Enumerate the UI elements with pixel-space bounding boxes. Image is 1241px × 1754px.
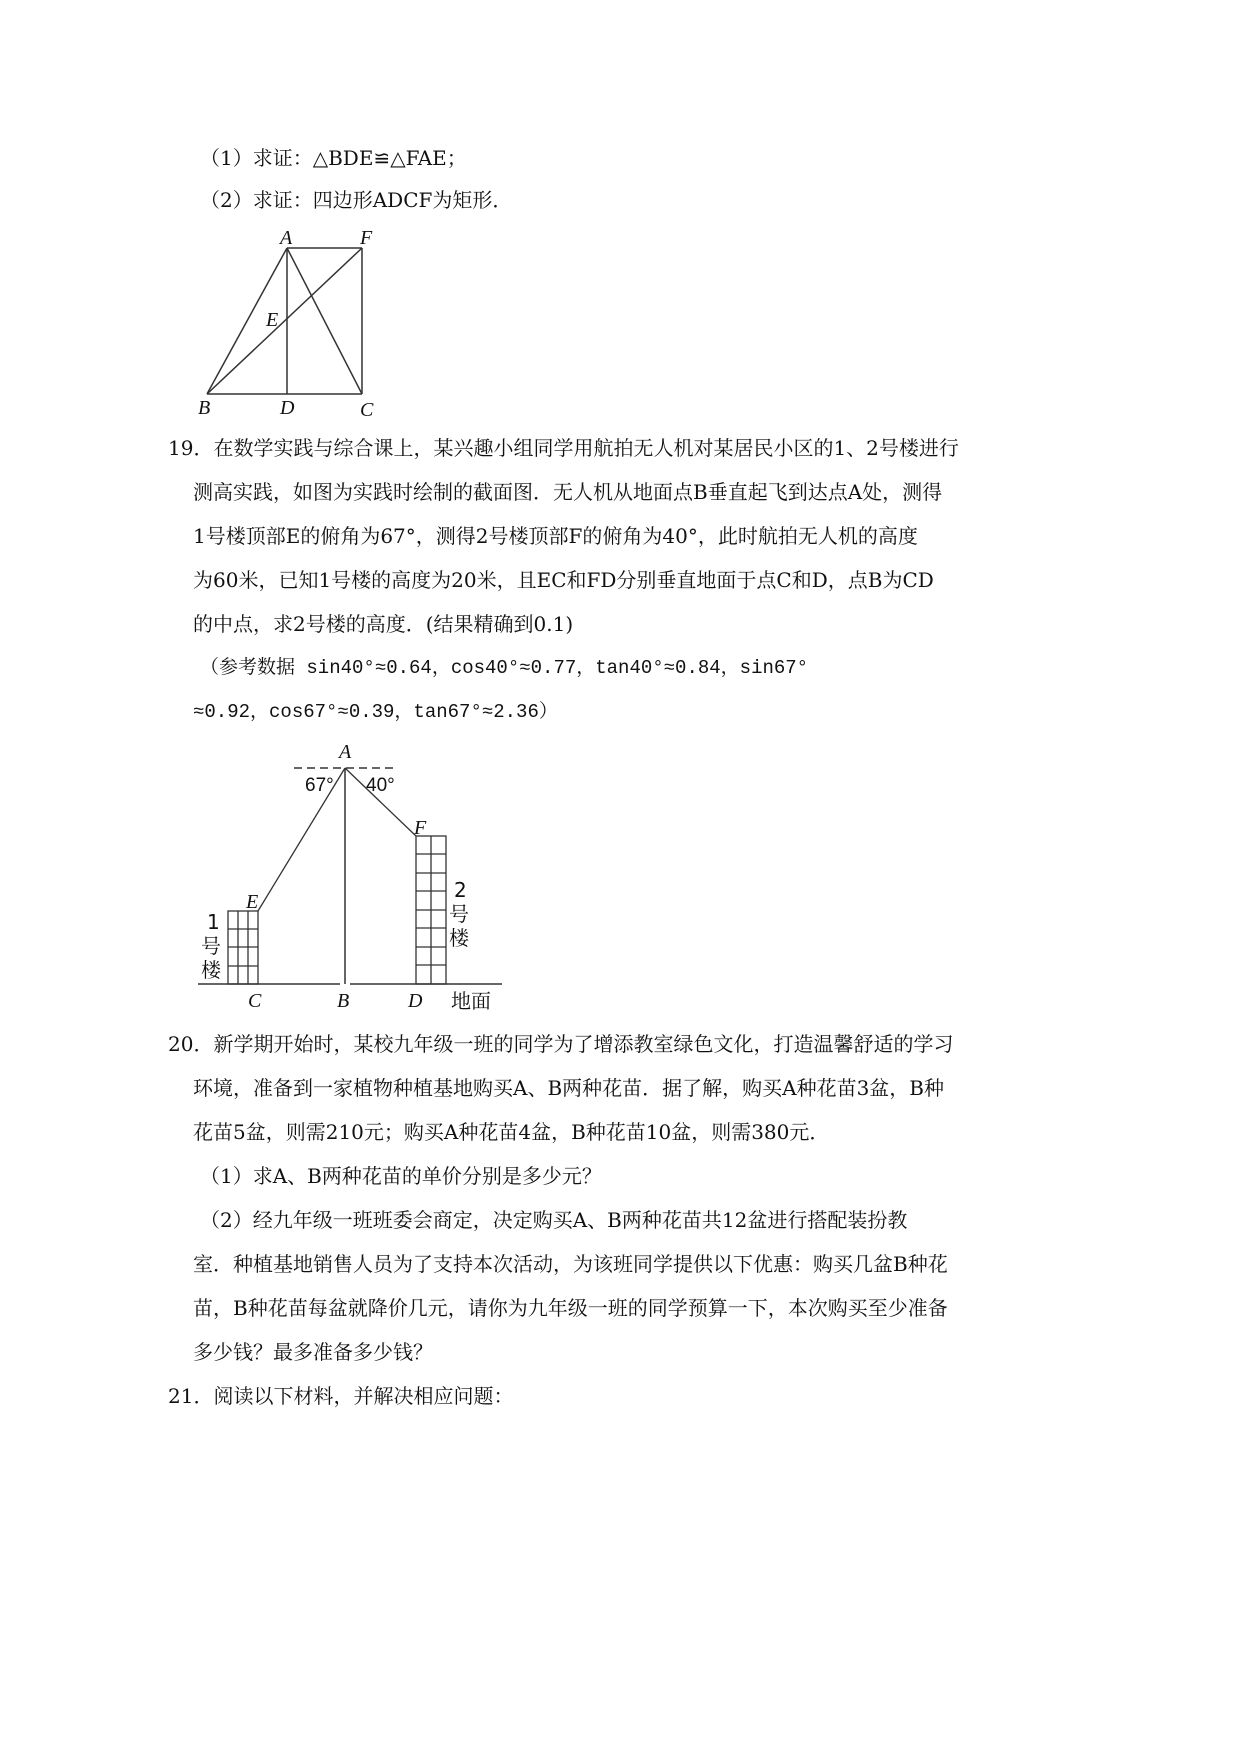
bldg2-label-1: 2 (454, 878, 467, 902)
q20-part2-line-3: 苗，B种花苗每盆就降价几元，请你为九年级一班的同学预算一下，本次购买至少准备 (193, 1296, 948, 1320)
q18-part2: （2）求证：四边形ADCF为矩形． (200, 188, 513, 212)
q20-line-3: 花苗5盆，则需210元；购买A种花苗4盆，B种花苗10盆，则需380元． (193, 1120, 830, 1144)
angle-67: 67° (305, 775, 334, 796)
label-e: E (246, 891, 259, 913)
building-1 (228, 911, 258, 984)
q21-line-1: 21．阅读以下材料，并解决相应问题： (168, 1384, 514, 1408)
q20-part2-line-4: 多少钱？最多准备多少钱？ (193, 1340, 433, 1364)
label-d: D (408, 990, 423, 1012)
q20-part1: （1）求A、B两种花苗的单价分别是多少元？ (200, 1164, 602, 1188)
building-2 (416, 836, 446, 984)
seg-bf (207, 248, 362, 394)
bldg2-label-3: 楼 (449, 926, 469, 950)
bldg1-label-1: 1 (207, 910, 220, 934)
label-c: C (248, 990, 262, 1012)
ground-label: 地面 (451, 989, 491, 1013)
q19-reference-data-1: （参考数据 sin40°≈0.64，cos40°≈0.77，tan40°≈0.84，sin67° (200, 657, 809, 679)
bldg1-label-3: 楼 (201, 958, 221, 982)
q19-figure (190, 736, 510, 1016)
label-a: A (280, 227, 293, 249)
angle-40: 40° (366, 775, 395, 796)
label-b: B (337, 990, 350, 1012)
bldg2-label-2: 号 (449, 902, 469, 926)
seg-ac (287, 248, 362, 394)
q19-line-5: 的中点，求2号楼的高度．(结果精确到0.1) (193, 612, 574, 636)
label-f: F (360, 227, 373, 249)
q19-line-3: 1号楼顶部E的俯角为67°，测得2号楼顶部F的俯角为40°，此时航拍无人机的高度 (193, 524, 918, 548)
label-e: E (266, 309, 279, 331)
label-d: D (280, 397, 295, 419)
q20-part2-line-2: 室．种植基地销售人员为了支持本次活动，为该班同学提供以下优惠：购买几盆B种花 (193, 1252, 948, 1276)
label-c: C (360, 399, 374, 421)
label-b: B (198, 397, 211, 419)
q18-figure (190, 226, 390, 422)
q20-line-1: 20．新学期开始时，某校九年级一班的同学为了增添教室绿色文化，打造温馨舒适的学习 (168, 1032, 954, 1056)
q19-line-4: 为60米，已知1号楼的高度为20米，且EC和FD分别垂直地面于点C和D，点B为CD (193, 568, 934, 592)
q20-part2-line-1: （2）经九年级一班班委会商定，决定购买A、B两种花苗共12盆进行搭配装扮教 (200, 1208, 908, 1232)
q19-line-1: 19．在数学实践与综合课上，某兴趣小组同学用航拍无人机对某居民小区的1、2号楼进行 (168, 436, 959, 460)
label-f: F (414, 817, 427, 839)
q20-line-2: 环境，准备到一家植物种植基地购买A、B两种花苗．据了解，购买A种花苗3盆，B种 (193, 1076, 945, 1100)
q19-reference-data-2: ≈0.92，cos67°≈0.39，tan67°≈2.36） (193, 701, 558, 723)
q19-line-2: 测高实践，如图为实践时绘制的截面图．无人机从地面点B垂直起飞到达点A处，测得 (193, 480, 943, 504)
q18-part1: （1）求证：△BDE≌△FAE； (200, 146, 467, 170)
label-a: A (339, 741, 352, 763)
bldg1-label-2: 号 (201, 934, 221, 958)
